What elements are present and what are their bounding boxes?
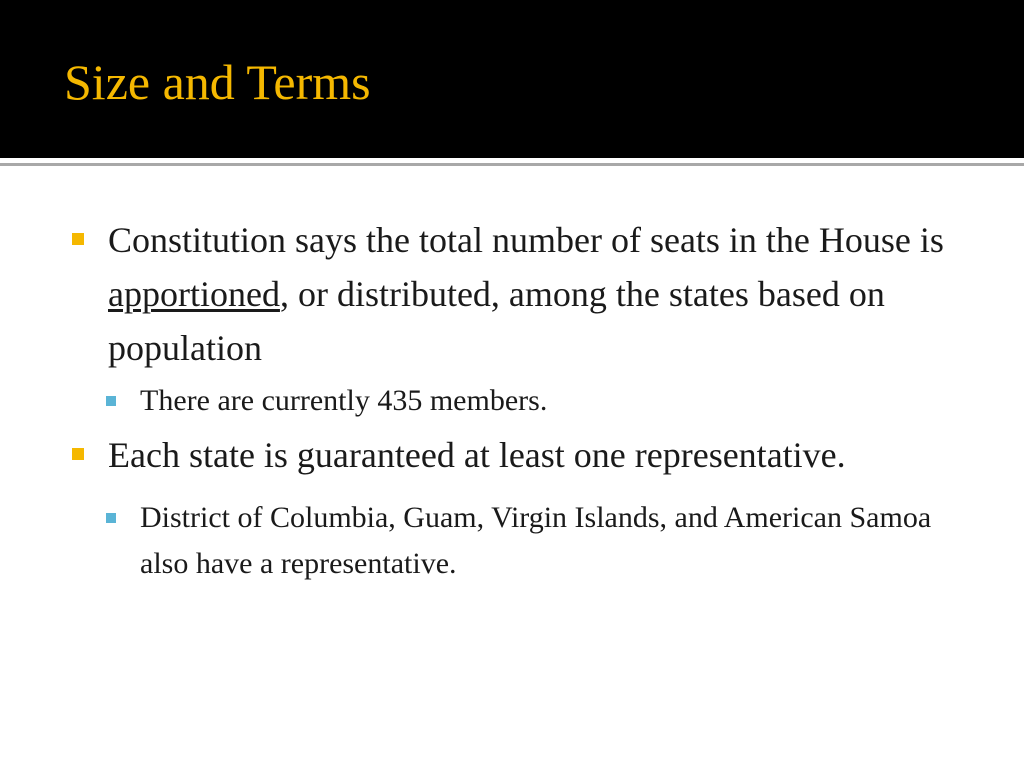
bullet-item-apportionment <box>72 213 972 375</box>
slide-body <box>72 213 972 591</box>
bullet-item-guarantee <box>72 428 972 482</box>
square-bullet-icon <box>72 233 84 245</box>
square-bullet-icon <box>72 448 84 460</box>
sub-bullet-item-territories <box>106 495 972 587</box>
sub-bullet-text: District of Columbia, Guam, Virgin Islands, and American Samoa also have a representative. <box>140 501 932 580</box>
title-bar <box>0 0 1024 158</box>
square-bullet-icon <box>106 513 116 523</box>
spacer <box>72 485 972 495</box>
bullet-text-before: Constitution says the total number of seats in the House is <box>108 220 944 260</box>
bullet-text-after: , or distributed, among the states based on population <box>108 274 885 368</box>
sub-bullet-text: There are currently 435 members. <box>140 384 548 417</box>
underlined-term: apportioned <box>108 274 280 314</box>
square-bullet-icon <box>106 396 116 406</box>
sub-bullet-item-members <box>106 378 972 424</box>
divider-line-gray <box>0 163 1024 166</box>
bullet-text: Each state is guaranteed at least one representative. <box>108 435 846 475</box>
slide-title: Size and Terms <box>64 54 371 110</box>
